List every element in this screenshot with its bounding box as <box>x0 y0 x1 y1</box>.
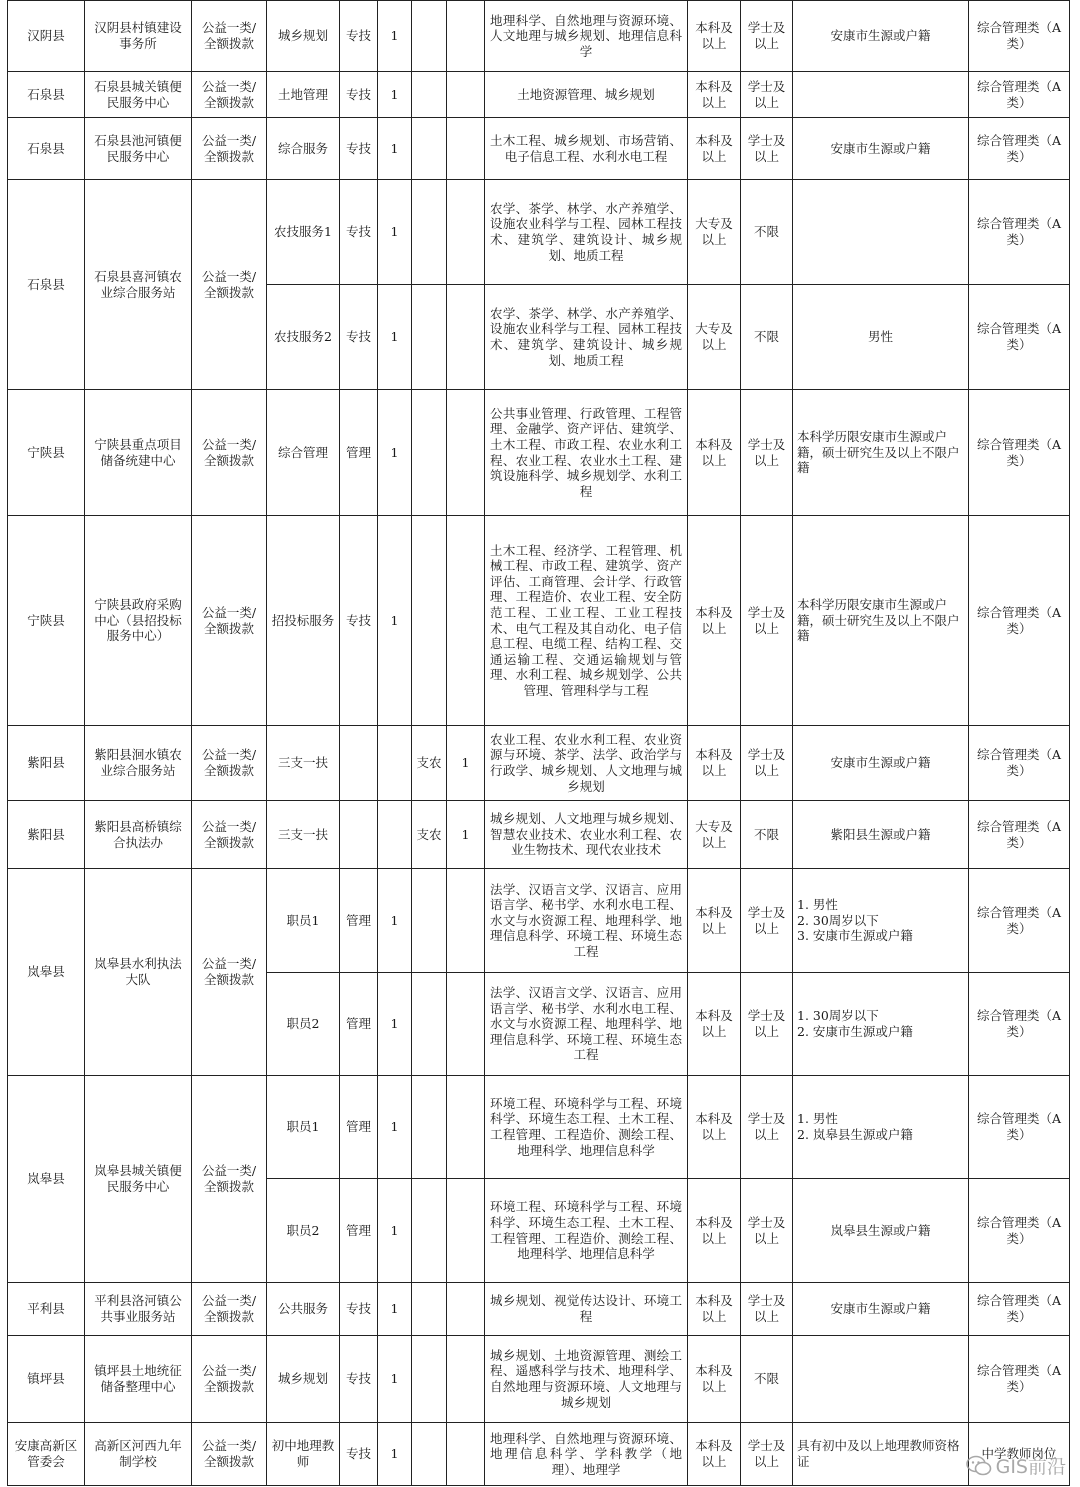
county-cell: 岚皋县 <box>8 1076 85 1283</box>
unit-type-cell: 公益一类/全额拨款 <box>192 726 267 801</box>
unit-cell: 石泉县喜河镇农业综合服务站 <box>85 180 192 390</box>
unit-cell: 石泉县城关镇便民服务中心 <box>85 72 192 118</box>
requirement-cell: 岚皋县生源或户籍 <box>793 1179 969 1283</box>
category-cell: 专技 <box>340 1423 378 1486</box>
exam-type-cell: 综合管理类（A类） <box>969 1179 1070 1283</box>
major-cell: 城乡规划、土地资源管理、测绘工程、遥感科学与技术、地理科学、自然地理与资源环境、人文地理与城乡规划 <box>485 1336 688 1423</box>
count-cell: 1 <box>378 516 412 726</box>
degree-cell: 学士及以上 <box>741 1179 793 1283</box>
count-cell: 1 <box>378 1283 412 1336</box>
program-count-cell <box>447 390 485 516</box>
position-cell: 土地管理 <box>267 72 340 118</box>
requirement-line: 2. 安康市生源或户籍 <box>797 1024 913 1039</box>
exam-type-cell: 综合管理类（A类） <box>969 180 1070 285</box>
position-cell: 城乡规划 <box>267 1 340 72</box>
major-cell: 公共事业管理、行政管理、工程管理、金融学、资产评估、建筑学、土木工程、市政工程、农业水利工程、农业工程、农业水土工程、建筑设施科学、城乡规划学、水利工程 <box>485 390 688 516</box>
education-cell: 大专及以上 <box>688 180 741 285</box>
program-cell: 支农 <box>412 801 447 869</box>
degree-cell: 学士及以上 <box>741 869 793 973</box>
county-cell: 紫阳县 <box>8 726 85 801</box>
exam-type-cell: 综合管理类（A类） <box>969 516 1070 726</box>
unit-type-cell: 公益一类/全额拨款 <box>192 1076 267 1283</box>
degree-cell: 学士及以上 <box>741 1 793 72</box>
category-cell: 专技 <box>340 285 378 390</box>
education-cell: 本科及以上 <box>688 118 741 180</box>
degree-cell: 不限 <box>741 1336 793 1423</box>
program-count-cell <box>447 118 485 180</box>
education-cell: 本科及以上 <box>688 516 741 726</box>
education-cell: 本科及以上 <box>688 973 741 1076</box>
position-cell: 综合管理 <box>267 390 340 516</box>
exam-type-cell: 综合管理类（A类） <box>969 1336 1070 1423</box>
position-cell: 职员1 <box>267 869 340 973</box>
program-count-cell: 1 <box>447 801 485 869</box>
program-cell <box>412 516 447 726</box>
count-cell: 1 <box>378 973 412 1076</box>
major-cell: 环境工程、环境科学与工程、环境科学、环境生态工程、土木工程、工程管理、工程造价、测绘工程、地理科学、地理信息科学 <box>485 1179 688 1283</box>
position-cell: 城乡规划 <box>267 1336 340 1423</box>
education-cell: 本科及以上 <box>688 1 741 72</box>
degree-cell: 不限 <box>741 285 793 390</box>
degree-cell: 学士及以上 <box>741 390 793 516</box>
position-cell: 职员2 <box>267 973 340 1076</box>
degree-cell: 不限 <box>741 801 793 869</box>
program-cell <box>412 1336 447 1423</box>
program-cell: 支农 <box>412 726 447 801</box>
program-count-cell: 1 <box>447 726 485 801</box>
unit-type-cell: 公益一类/全额拨款 <box>192 1283 267 1336</box>
unit-type-cell: 公益一类/全额拨款 <box>192 1423 267 1486</box>
county-cell: 汉阴县 <box>8 1 85 72</box>
major-cell: 地理科学、自然地理与资源环境、地理信息科学、学科教学（地理）、地理学 <box>485 1423 688 1486</box>
program-count-cell <box>447 869 485 973</box>
position-cell: 招投标服务 <box>267 516 340 726</box>
category-cell: 管理 <box>340 973 378 1076</box>
exam-type-cell: 综合管理类（A类） <box>969 118 1070 180</box>
exam-type-cell: 综合管理类（A类） <box>969 1283 1070 1336</box>
education-cell: 大专及以上 <box>688 801 741 869</box>
county-cell: 石泉县 <box>8 118 85 180</box>
requirement-cell <box>793 72 969 118</box>
position-cell: 农技服务1 <box>267 180 340 285</box>
county-cell: 宁陕县 <box>8 516 85 726</box>
unit-cell: 岚皋县水利执法大队 <box>85 869 192 1076</box>
program-cell <box>412 1423 447 1486</box>
unit-cell: 高新区河西九年制学校 <box>85 1423 192 1486</box>
table-row <box>8 118 1070 180</box>
major-cell: 地理科学、自然地理与资源环境、人文地理与城乡规划、地理信息科学 <box>485 1 688 72</box>
education-cell: 本科及以上 <box>688 1336 741 1423</box>
requirement-cell: 安康市生源或户籍 <box>793 118 969 180</box>
requirement-line: 1. 男性 <box>797 1111 838 1127</box>
category-cell: 专技 <box>340 118 378 180</box>
degree-cell: 学士及以上 <box>741 72 793 118</box>
table-row <box>8 801 1070 869</box>
unit-cell: 汉阴县村镇建设事务所 <box>85 1 192 72</box>
major-cell: 城乡规划、视觉传达设计、环境工程 <box>485 1283 688 1336</box>
program-count-cell <box>447 285 485 390</box>
county-cell: 宁陕县 <box>8 390 85 516</box>
program-cell <box>412 72 447 118</box>
requirement-line: 3. 安康市生源或户籍 <box>797 928 913 944</box>
exam-type-cell: 综合管理类（A类） <box>969 1 1070 72</box>
county-cell: 镇坪县 <box>8 1336 85 1423</box>
program-cell <box>412 1179 447 1283</box>
program-cell <box>412 118 447 180</box>
unit-type-cell: 公益一类/全额拨款 <box>192 1 267 72</box>
exam-type-cell: 综合管理类（A类） <box>969 72 1070 118</box>
exam-type-cell: 中学教师岗位 <box>969 1423 1070 1486</box>
count-cell: 1 <box>378 1 412 72</box>
count-cell: 1 <box>378 72 412 118</box>
requirement-cell: 安康市生源或户籍 <box>793 1 969 72</box>
position-cell: 初中地理教师 <box>267 1423 340 1486</box>
table-row <box>8 1 1070 72</box>
county-cell: 石泉县 <box>8 180 85 390</box>
degree-cell: 不限 <box>741 180 793 285</box>
unit-type-cell: 公益一类/全额拨款 <box>192 72 267 118</box>
requirement-cell: 本科学历限安康市生源或户籍，硕士研究生及以上不限户籍 <box>793 516 969 726</box>
degree-cell: 学士及以上 <box>741 1423 793 1486</box>
unit-cell: 紫阳县洄水镇农业综合服务站 <box>85 726 192 801</box>
table-row <box>8 1336 1070 1423</box>
county-cell: 安康高新区管委会 <box>8 1423 85 1486</box>
count-cell: 1 <box>378 1336 412 1423</box>
category-cell: 专技 <box>340 1283 378 1336</box>
major-cell: 土木工程、经济学、工程管理、机械工程、市政工程、建筑学、资产评估、工商管理、会计学、行政管理、工程造价、农业工程、安全防范工程、工业工程、工业工程技术、电气工程及其自动化、电子信息工程、电缆工程、结构工程、交通运输工程、交通运输规划与管理、水利工程、城乡规划学、公共管理、管理科学与工程 <box>485 516 688 726</box>
table-row <box>8 72 1070 118</box>
education-cell: 本科及以上 <box>688 869 741 973</box>
unit-cell: 紫阳县高桥镇综合执法办 <box>85 801 192 869</box>
count-cell: 1 <box>378 1423 412 1486</box>
education-cell: 本科及以上 <box>688 726 741 801</box>
program-cell <box>412 1076 447 1179</box>
major-cell: 农学、茶学、林学、水产养殖学、设施农业科学与工程、园林工程技术、建筑学、建筑设计、城乡规划、地质工程 <box>485 285 688 390</box>
education-cell: 本科及以上 <box>688 1423 741 1486</box>
position-cell: 农技服务2 <box>267 285 340 390</box>
program-count-cell <box>447 1076 485 1179</box>
program-count-cell <box>447 180 485 285</box>
exam-type-cell: 综合管理类（A类） <box>969 1076 1070 1179</box>
position-cell: 职员2 <box>267 1179 340 1283</box>
education-cell: 本科及以上 <box>688 390 741 516</box>
recruitment-table-sheet <box>7 0 1070 1486</box>
county-cell: 平利县 <box>8 1283 85 1336</box>
major-cell: 法学、汉语言文学、汉语言、应用语言学、秘书学、水利水电工程、水文与水资源工程、地理科学、地理信息科学、环境工程、环境生态工程 <box>485 973 688 1076</box>
education-cell: 本科及以上 <box>688 1179 741 1283</box>
count-cell <box>378 801 412 869</box>
table-row <box>8 390 1070 516</box>
position-cell: 公共服务 <box>267 1283 340 1336</box>
unit-type-cell: 公益一类/全额拨款 <box>192 118 267 180</box>
education-cell: 本科及以上 <box>688 1283 741 1336</box>
table-row <box>8 726 1070 801</box>
program-count-cell <box>447 72 485 118</box>
requirement-cell <box>793 1076 969 1179</box>
table-row <box>8 1423 1070 1486</box>
count-cell: 1 <box>378 118 412 180</box>
exam-type-cell: 综合管理类（A类） <box>969 726 1070 801</box>
requirement-line: 1. 男性 <box>797 897 838 913</box>
county-cell: 岚皋县 <box>8 869 85 1076</box>
major-cell: 土木工程、城乡规划、市场营销、电子信息工程、水利水电工程 <box>485 118 688 180</box>
category-cell: 管理 <box>340 390 378 516</box>
watermark-text: GIS前沿 <box>995 1456 1066 1478</box>
table-row <box>8 516 1070 726</box>
requirement-line: 1. 30周岁以下 <box>797 1008 879 1024</box>
requirement-cell <box>793 1336 969 1423</box>
unit-cell: 石泉县池河镇便民服务中心 <box>85 118 192 180</box>
exam-type-cell: 综合管理类（A类） <box>969 390 1070 516</box>
position-cell: 综合服务 <box>267 118 340 180</box>
unit-type-cell: 公益一类/全额拨款 <box>192 390 267 516</box>
program-cell <box>412 1283 447 1336</box>
requirement-cell: 具有初中及以上地理教师资格证 <box>793 1423 969 1486</box>
program-count-cell <box>447 1336 485 1423</box>
table-row <box>8 869 1070 973</box>
program-cell <box>412 869 447 973</box>
major-cell: 环境工程、环境科学与工程、环境科学、环境生态工程、土木工程、工程管理、工程造价、测绘工程、地理科学、地理信息科学 <box>485 1076 688 1179</box>
category-cell <box>340 726 378 801</box>
requirement-cell <box>793 869 969 973</box>
category-cell: 专技 <box>340 1 378 72</box>
category-cell: 管理 <box>340 869 378 973</box>
category-cell: 专技 <box>340 72 378 118</box>
county-cell: 紫阳县 <box>8 801 85 869</box>
unit-type-cell: 公益一类/全额拨款 <box>192 1336 267 1423</box>
program-cell <box>412 390 447 516</box>
unit-type-cell: 公益一类/全额拨款 <box>192 180 267 390</box>
education-cell: 大专及以上 <box>688 285 741 390</box>
unit-type-cell: 公益一类/全额拨款 <box>192 516 267 726</box>
degree-cell: 学士及以上 <box>741 1076 793 1179</box>
category-cell <box>340 801 378 869</box>
program-count-cell <box>447 1179 485 1283</box>
unit-cell: 宁陕县政府采购中心（县招投标服务中心） <box>85 516 192 726</box>
table-row <box>8 1076 1070 1179</box>
degree-cell: 学士及以上 <box>741 118 793 180</box>
major-cell: 城乡规划、人文地理与城乡规划、智慧农业技术、农业水利工程、农业生物技术、现代农业技术 <box>485 801 688 869</box>
exam-type-cell: 综合管理类（A类） <box>969 285 1070 390</box>
program-cell <box>412 285 447 390</box>
count-cell: 1 <box>378 285 412 390</box>
program-cell <box>412 973 447 1076</box>
exam-type-cell: 综合管理类（A类） <box>969 869 1070 973</box>
unit-cell: 平利县洛河镇公共事业服务站 <box>85 1283 192 1336</box>
exam-type-cell: 综合管理类（A类） <box>969 973 1070 1076</box>
major-cell: 土地资源管理、城乡规划 <box>485 72 688 118</box>
requirement-line: 2. 岚皋县生源或户籍 <box>797 1127 913 1142</box>
education-cell: 本科及以上 <box>688 72 741 118</box>
count-cell: 1 <box>378 390 412 516</box>
requirement-cell <box>793 973 969 1076</box>
county-cell: 石泉县 <box>8 72 85 118</box>
program-count-cell <box>447 1283 485 1336</box>
unit-type-cell: 公益一类/全额拨款 <box>192 869 267 1076</box>
requirement-cell: 本科学历限安康市生源或户籍，硕士研究生及以上不限户籍 <box>793 390 969 516</box>
unit-type-cell: 公益一类/全额拨款 <box>192 801 267 869</box>
unit-cell: 镇坪县土地统征储备整理中心 <box>85 1336 192 1423</box>
unit-cell: 宁陕县重点项目储备统建中心 <box>85 390 192 516</box>
table-row <box>8 180 1070 285</box>
table-row <box>8 1283 1070 1336</box>
program-count-cell <box>447 1 485 72</box>
count-cell: 1 <box>378 869 412 973</box>
major-cell: 农业工程、农业水利工程、农业资源与环境、茶学、法学、政治学与行政学、城乡规划、人文地理与城乡规划 <box>485 726 688 801</box>
program-cell <box>412 1 447 72</box>
count-cell <box>378 726 412 801</box>
program-cell <box>412 180 447 285</box>
position-cell: 职员1 <box>267 1076 340 1179</box>
degree-cell: 学士及以上 <box>741 726 793 801</box>
count-cell: 1 <box>378 1076 412 1179</box>
category-cell: 管理 <box>340 1076 378 1179</box>
requirement-cell: 紫阳县生源或户籍 <box>793 801 969 869</box>
recruitment-table <box>7 0 1070 1486</box>
exam-type-cell: 综合管理类（A类） <box>969 801 1070 869</box>
requirement-cell: 男性 <box>793 285 969 390</box>
position-cell: 三支一扶 <box>267 801 340 869</box>
count-cell: 1 <box>378 1179 412 1283</box>
position-cell: 三支一扶 <box>267 726 340 801</box>
category-cell: 专技 <box>340 1336 378 1423</box>
program-count-cell <box>447 973 485 1076</box>
major-cell: 法学、汉语言文学、汉语言、应用语言学、秘书学、水利水电工程、水文与水资源工程、地理科学、地理信息科学、环境工程、环境生态工程 <box>485 869 688 973</box>
degree-cell: 学士及以上 <box>741 516 793 726</box>
requirement-cell: 安康市生源或户籍 <box>793 1283 969 1336</box>
requirement-cell: 安康市生源或户籍 <box>793 726 969 801</box>
category-cell: 专技 <box>340 516 378 726</box>
unit-cell: 岚皋县城关镇便民服务中心 <box>85 1076 192 1283</box>
major-cell: 农学、茶学、林学、水产养殖学、设施农业科学与工程、园林工程技术、建筑学、建筑设计、城乡规划、地质工程 <box>485 180 688 285</box>
requirement-cell <box>793 180 969 285</box>
requirement-line: 2. 30周岁以下 <box>797 912 879 928</box>
degree-cell: 学士及以上 <box>741 1283 793 1336</box>
degree-cell: 学士及以上 <box>741 973 793 1076</box>
category-cell: 管理 <box>340 1179 378 1283</box>
program-count-cell <box>447 516 485 726</box>
education-cell: 本科及以上 <box>688 1076 741 1179</box>
count-cell: 1 <box>378 180 412 285</box>
program-count-cell <box>447 1423 485 1486</box>
category-cell: 专技 <box>340 180 378 285</box>
